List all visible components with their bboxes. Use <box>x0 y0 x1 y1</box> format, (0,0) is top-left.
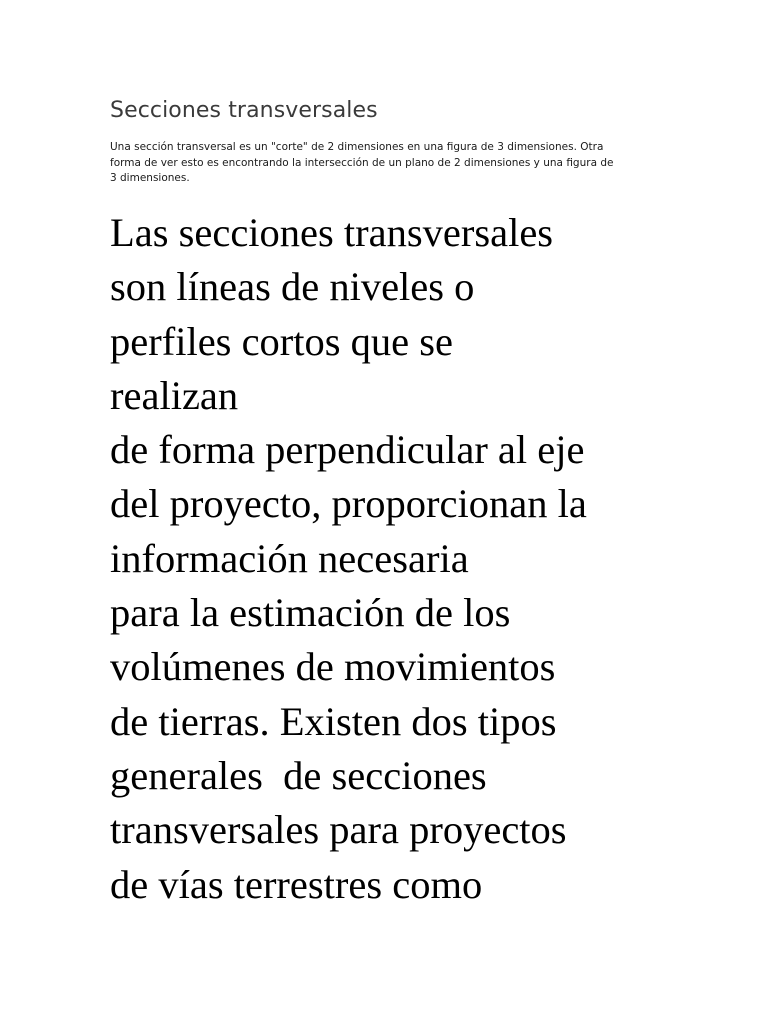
body-paragraph <box>110 206 760 912</box>
intro-paragraph <box>110 140 670 187</box>
body-line: para la estimación de los <box>110 590 511 636</box>
body-line: generales de secciones <box>110 752 487 798</box>
intro-line: Una sección transversal es un "corte" de 2 dimensiones en una figura de 3 dimensiones. Otra <box>110 141 604 153</box>
body-line: volúmenes de movimientos <box>110 644 556 690</box>
body-line: Las secciones transversales <box>110 210 554 255</box>
intro-line: 3 dimensiones. <box>110 172 190 184</box>
body-line: perfiles cortos que se <box>110 318 454 364</box>
body-line: realizan <box>110 372 239 418</box>
body-line: son líneas de niveles o <box>110 264 475 310</box>
body-line: del proyecto, proporcionan la <box>110 481 587 527</box>
body-line: información necesaria <box>110 535 469 581</box>
intro-line: forma de ver esto es encontrando la intersección de un plano de 2 dimensiones y una figura de <box>110 156 614 169</box>
body-line: de tierras. Existen dos tipos <box>110 698 557 744</box>
body-line: de forma perpendicular al eje <box>110 427 585 473</box>
body-line: de vías terrestres como <box>110 861 483 907</box>
body-line: transversales para proyectos <box>110 807 567 853</box>
document-title: Secciones transversales <box>110 98 378 123</box>
